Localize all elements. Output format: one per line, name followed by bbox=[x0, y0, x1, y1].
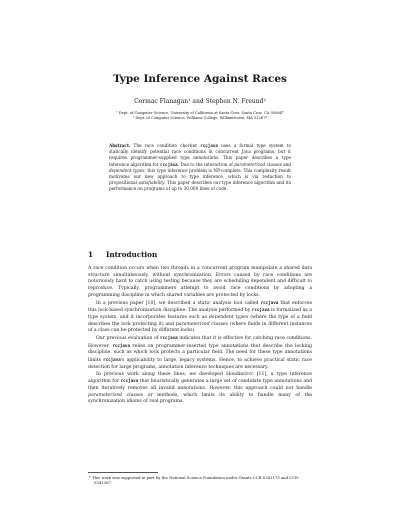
abstract-label: Abstract. bbox=[109, 143, 131, 148]
affiliation-1: ¹ Dept. of Computer Science, University of California at Santa Cruz, Santa Cruz, CA 95064* bbox=[116, 111, 284, 115]
section-title: Introduction bbox=[106, 250, 158, 259]
section-heading bbox=[88, 250, 157, 259]
abstract-text: The race condition checker rccjava uses a formal type system to statically identify potential race conditions in concurrent Java programs, but it requires programmer-supplied type annotations. This paper describes a type inference algorithm for rccjava. Due to the interaction of parameterized classes and dependent types, this type inference problem is NP-complete. This complexity result motivates our new approach to type inference, which is via reduction to propositional satisfiability. This paper describes our type inference algorithm and its performance on programs of up to 30,000 lines of code. bbox=[109, 143, 291, 192]
paragraph-1: A race condition occurs when two threads in a concurrent program manipulate a shared data structure simultaneously, without synchronization. Errors caused by race conditions are notoriously hard to catch using testing because they are scheduling dependent and difficult to reproduce. Typically, programmers attempt to avoid race conditions by adopting a programming discipline in which shared variables are protected by locks. bbox=[88, 266, 312, 298]
section-number: 1 bbox=[88, 250, 94, 259]
paper-authors: Cormac Flanagan¹ and Stephen N. Freund² bbox=[134, 98, 266, 105]
affiliations bbox=[60, 111, 340, 121]
paragraph-3: Our previous evaluation of rccjava indicates that it is effective for catching race conditions. However, rccjava relies on programmer-inserted type annotations that describe the locking discipline, such as which lock protects a particular field. The need for these type annotations limits rccjava's applicability to large, legacy systems. Hence, to achieve practical static race detection for large programs, annotation inference techniques are necessary. bbox=[88, 335, 312, 370]
abstract bbox=[109, 143, 291, 193]
paper-title: Type Inference Against Races bbox=[113, 73, 287, 85]
affiliation-2: ² Dept. of Computer Science, Williams College, Williamstown, MA 01267* bbox=[132, 116, 268, 121]
body-text bbox=[88, 266, 312, 406]
paragraph-4: In previous work along these lines, we developed Houdini/rcc [11], a type inference algorithm for rccjava that heuristically generates a large set of candidate type annotations and then iteratively removes all invalid annotations. However, this approach could not handle parameterized classes or methods, which limits its ability to handle many of the synchronization idioms of real programs. bbox=[88, 371, 313, 405]
footnote-rule bbox=[88, 472, 158, 473]
paragraph-2: In a previous paper [10], we described a static analysis tool called rccjava that enforces this lock-based synchronization discipline. The analysis performed by rccjava is formalized as a type system, and it incorporates features such as dependent types (where the type of a field describes the lock protecting it) and parameterized classes (where fields in different instances of a class can be protected by different locks). bbox=[88, 299, 313, 334]
footnote bbox=[88, 475, 312, 486]
footnote-text: * This work was supported in part by the National Science Foundation under Grants CCR-0341179 and CCR-0341387. bbox=[89, 475, 300, 486]
